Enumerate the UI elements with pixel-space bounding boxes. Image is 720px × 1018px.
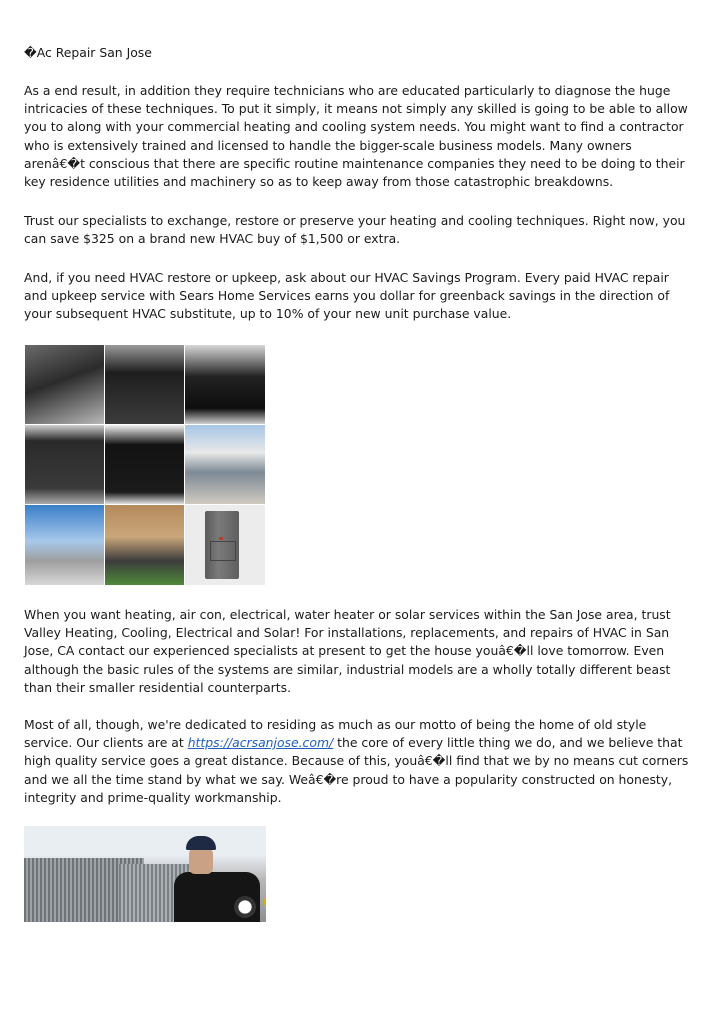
furnace-panel xyxy=(210,541,236,561)
manifold-tool-icon xyxy=(264,891,266,913)
rooftop-unit-photo xyxy=(185,425,265,504)
glass-door-cooler-photo xyxy=(105,425,184,504)
paragraph-2: Trust our specialists to exchange, restore or preserve your heating and cooling techniques. Right now, you can save $325 on a brand new HVAC buy of $1,500 or extra. xyxy=(24,213,686,247)
cooler-door-photo xyxy=(25,425,104,504)
acrsanjose-link[interactable]: https://acrsanjose.com/ xyxy=(187,735,334,751)
pressure-gauge-icon xyxy=(234,896,256,918)
paragraph-4: When you want heating, air con, electrical, water heater or solar services within the San Jose area, trust Valley Heating, Cooling, Electrical and Solar! For installations, replacements, and repairs of HVAC in San Jose, CA contact our experienced specialists at present to get the house youâ€�ll love tomorrow. Even although the basic rules of the systems are similar, industrial models are a wholly totally different beast than their smaller residential counterparts. xyxy=(24,607,671,695)
residential-condenser-photo xyxy=(105,505,184,585)
furnace-unit xyxy=(205,511,239,579)
technician-face xyxy=(189,848,213,874)
walk-in-cooler-photo xyxy=(105,345,184,424)
paragraph-5 xyxy=(24,716,696,807)
furnace-logo-mark xyxy=(219,537,223,540)
paragraph-5-text-before: Most of all, though, we're dedicated to residing as much as our motto of being the home of old style service. Our clients are at xyxy=(24,717,647,751)
document-title: �Ac Repair San Jose xyxy=(24,45,152,60)
paragraph-3: And, if you need HVAC restore or upkeep, ask about our HVAC Savings Program. Every paid HVAC repair and upkeep service with Sears Home Services earns you dollar for greenback savings in the direction of your subsequent HVAC substitute, up to 10% of your new unit purchase value. xyxy=(24,270,670,322)
technician-figure xyxy=(174,836,260,922)
hvac-photo-collage xyxy=(25,345,265,585)
paragraph-1: As a end result, in addition they require technicians who are educated particularly to diagnose the huge intricacies of these techniques. To put it simply, it means not simply any skilled is going to be able to allow you to along with your commercial heating and cooling system needs. You might want to find a contractor who is extensively trained and licensed to handle the bigger-scale business models. Many owners arenâ€�t conscious that there are specific routine maintenance companies they need to be doing to their key residence utilities and machinery so as to keep away from those catastrophic breakdowns. xyxy=(24,83,688,190)
hard-hat-icon xyxy=(186,836,216,850)
rooftop-condenser-photo xyxy=(25,505,104,585)
technician-photo xyxy=(24,826,266,922)
paragraph-5-text-after: the core of every little thing we do, and we believe that high quality service goes a great distance. Because of this, youâ€�ll find that we by no means cut corners and we all the time stand by what we say. Weâ€�re proud to have a popularity constructed on honesty, integrity and prime-quality workmanship. xyxy=(24,735,689,805)
display-cooler-photo xyxy=(185,345,265,424)
refrigeration-case-photo xyxy=(25,345,104,424)
furnace-photo xyxy=(185,505,265,585)
